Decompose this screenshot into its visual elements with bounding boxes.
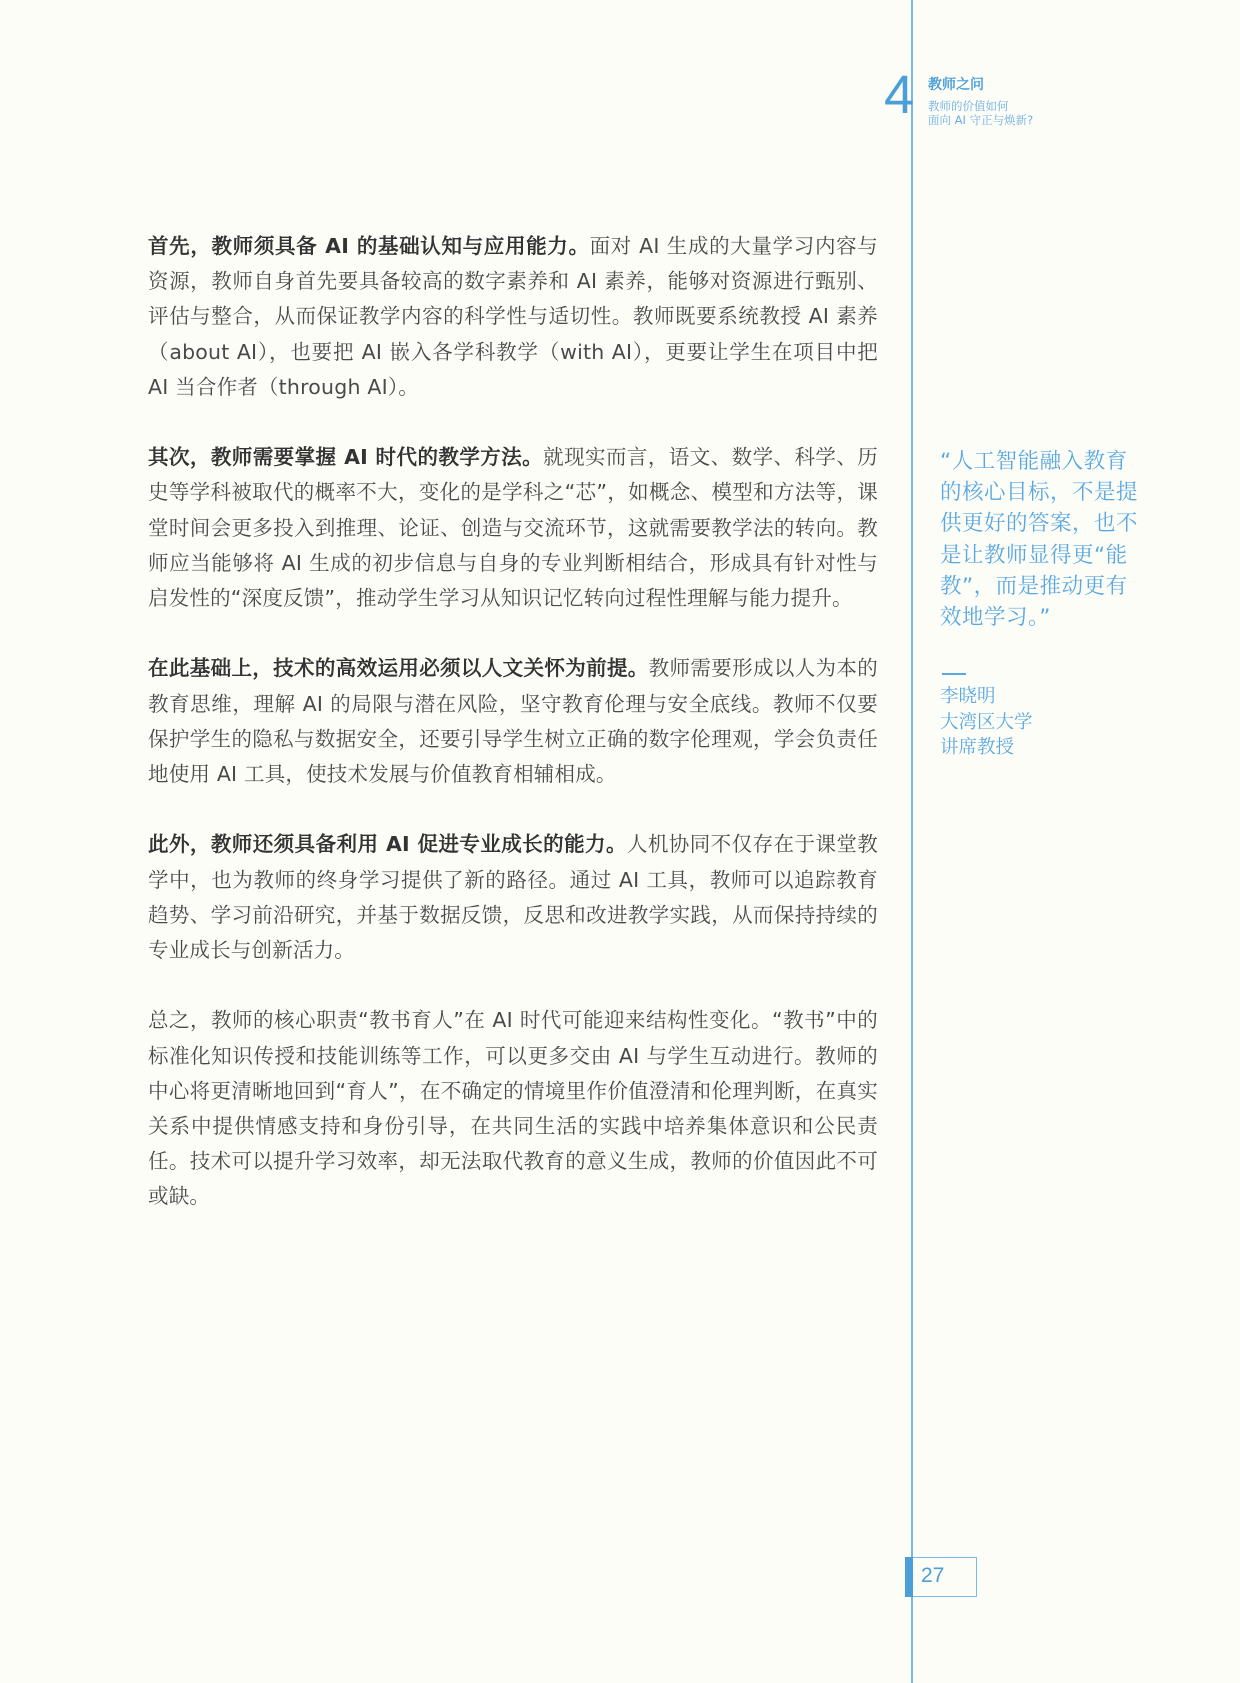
paragraph-4 xyxy=(148,827,878,968)
paragraph-lead: 其次，教师需要掌握 AI 时代的教学方法。 xyxy=(148,445,544,470)
paragraph-body: 就现实而言，语文、数学、科学、历史等学科被取代的概率不大，变化的是学科之“芯”，如概念、模型和方法等，课堂时间会更多投入到推理、论证、创造与交流环节，这就需要教学法的转向。教师应当能够将 AI 生成的初步信息与自身的专业判断相结合，形成具有针对性与启发性的“深度反馈”，推动学生学习从知识记忆转向过程性理解与能力提升。 xyxy=(148,445,878,611)
paragraph-body: 人机协同不仅存在于课堂教学中，也为教师的终身学习提供了新的路径。通过 AI 工具，教师可以追踪教育趋势、学习前沿研究，并基于数据反馈，反思和改进教学实践，从而保持持续的专业成长与创新活力。 xyxy=(148,832,879,963)
quote-attribution xyxy=(940,684,1033,761)
quote-author: 李晓明 xyxy=(940,686,996,707)
quote-dash-divider xyxy=(942,673,966,675)
chapter-header xyxy=(884,65,1084,134)
chapter-subtitle-line2: 面向 AI 守正与焕新? xyxy=(928,113,1034,127)
chapter-title: 教师之问 xyxy=(928,77,984,93)
paragraph-3 xyxy=(148,651,878,792)
paragraph-5 xyxy=(148,1003,878,1214)
page-number: 27 xyxy=(921,1564,945,1587)
chapter-number: 4 xyxy=(884,65,915,125)
chapter-subtitle-line1: 教师的价值如何 xyxy=(928,99,1009,113)
paragraph-lead: 此外，教师还须具备利用 AI 促进专业成长的能力。 xyxy=(148,832,627,857)
article-body xyxy=(148,229,878,1250)
quote-author-title: 讲席教授 xyxy=(940,737,1015,758)
pull-quote xyxy=(940,446,1140,633)
paragraph-body: 面对 AI 生成的大量学习内容与资源，教师自身首先要具备较高的数字素养和 AI 素养，能够对资源进行甄别、评估与整合，从而保证教学内容的科学性与适切性。教师既要系统教授 AI 素养（about AI），也要把 AI 嵌入各学科教学（with AI），更要让学生在项目中把 AI 当合作者（through AI）。 xyxy=(148,234,878,399)
quote-affiliation: 大湾区大学 xyxy=(940,711,1033,733)
pull-quote-text: “人工智能融入教育的核心目标，不是提供更好的答案，也不是让教师显得更“能教”，而是推动更有效地学习。” xyxy=(940,449,1139,631)
paragraph-body: 总之，教师的核心职责“教书育人”在 AI 时代可能迎来结构性变化。“教书”中的标准化知识传授和技能训练等工作，可以更多交由 AI 与学生互动进行。教师的中心将更清晰地回到“育人”，在不确定的情境里作价值澄清和伦理判断，在真实关系中提供情感支持和身份引导，在共同生活的实践中培养集体意识和公民责任。技术可以提升学习效率，却无法取代教育的意义生成，教师的价值因此不可或缺。 xyxy=(148,1008,878,1209)
chapter-subtitle xyxy=(928,99,1033,127)
paragraph-2 xyxy=(148,440,878,616)
paragraph-1 xyxy=(148,229,878,405)
margin-divider-line xyxy=(911,0,913,1683)
paragraph-lead: 首先，教师须具备 AI 的基础认知与应用能力。 xyxy=(148,234,590,258)
paragraph-body: 教师需要形成以人为本的教育思维，理解 AI 的局限与潜在风险，坚守教育伦理与安全底线。教师不仅要保护学生的隐私与数据安全，还要引导学生树立正确的数字伦理观，学会负责任地使用 AI 工具，使技术发展与价值教育相辅相成。 xyxy=(148,656,878,787)
page-number-accent-bar xyxy=(905,1557,913,1597)
paragraph-lead: 在此基础上，技术的高效运用必须以人文关怀为前提。 xyxy=(148,656,649,681)
